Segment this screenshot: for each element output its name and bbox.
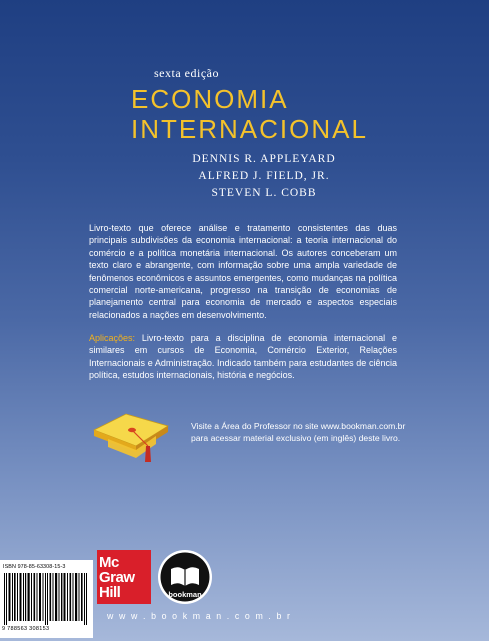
graduation-cap-icon xyxy=(86,406,176,468)
applications-paragraph xyxy=(89,332,397,382)
author-list xyxy=(174,151,354,202)
applications-text: Livro-texto para a disciplina de economia internacional e similares em cursos de Economia, Comércio Exterior, Relações Internacionais e Administração. Indicado também para estudantes de ciência política, estudos internacionais, história e negócios. xyxy=(89,333,397,381)
bookman-logo xyxy=(157,549,213,605)
isbn-label: ISBN 978-85-63308-15-3 xyxy=(3,564,66,570)
applications-label: Aplicações: xyxy=(89,333,136,343)
book-title xyxy=(131,84,368,144)
author-1: DENNIS R. APPLEYARD xyxy=(192,153,336,165)
edition-label: sexta edição xyxy=(154,66,219,80)
website-address: w w w . b o o k m a n . c o m . b r xyxy=(107,611,292,621)
barcode-image xyxy=(4,573,89,625)
mcgraw-logo-line-3: Hill xyxy=(99,583,121,601)
author-2: ALFRED J. FIELD, JR. xyxy=(198,170,330,182)
book-title-line-2: INTERNACIONAL xyxy=(131,114,368,144)
book-title-line-1: ECONOMIA xyxy=(131,84,289,114)
bookman-logo-text: bookman xyxy=(168,590,202,599)
book-description: Livro-texto que oferece análise e tratamento consistentes das duas principais subdivisões da economia internacional: a teoria internacional do comércio e a política monetária internacional. Os autores conceberam um texto claro e abrangente, com informação sobre uma ampla variedade de fenômenos econômicos e assuntos emergentes, como mudanças na política comercial norte-americana, progresso na transição de economias de planejamento central para economia de mercado e aspectos especiais relacionados a nações em desenvolvimento. xyxy=(89,223,397,320)
professor-area-line-1: Visite a Área do Professor no site www.bookman.com.br xyxy=(191,421,406,431)
professor-area-line-2: para acessar material exclusivo (em inglês) deste livro. xyxy=(191,433,401,443)
mcgraw-hill-logo xyxy=(97,550,151,604)
mcgraw-logo-line-2: Graw xyxy=(99,568,135,586)
barcode-number: 9 788563 308153 xyxy=(2,626,50,632)
author-3: STEVEN L. COBB xyxy=(211,187,317,199)
professor-area-note xyxy=(191,420,406,444)
mcgraw-logo-line-1: Mc xyxy=(99,553,119,571)
barcode-panel xyxy=(0,560,93,638)
